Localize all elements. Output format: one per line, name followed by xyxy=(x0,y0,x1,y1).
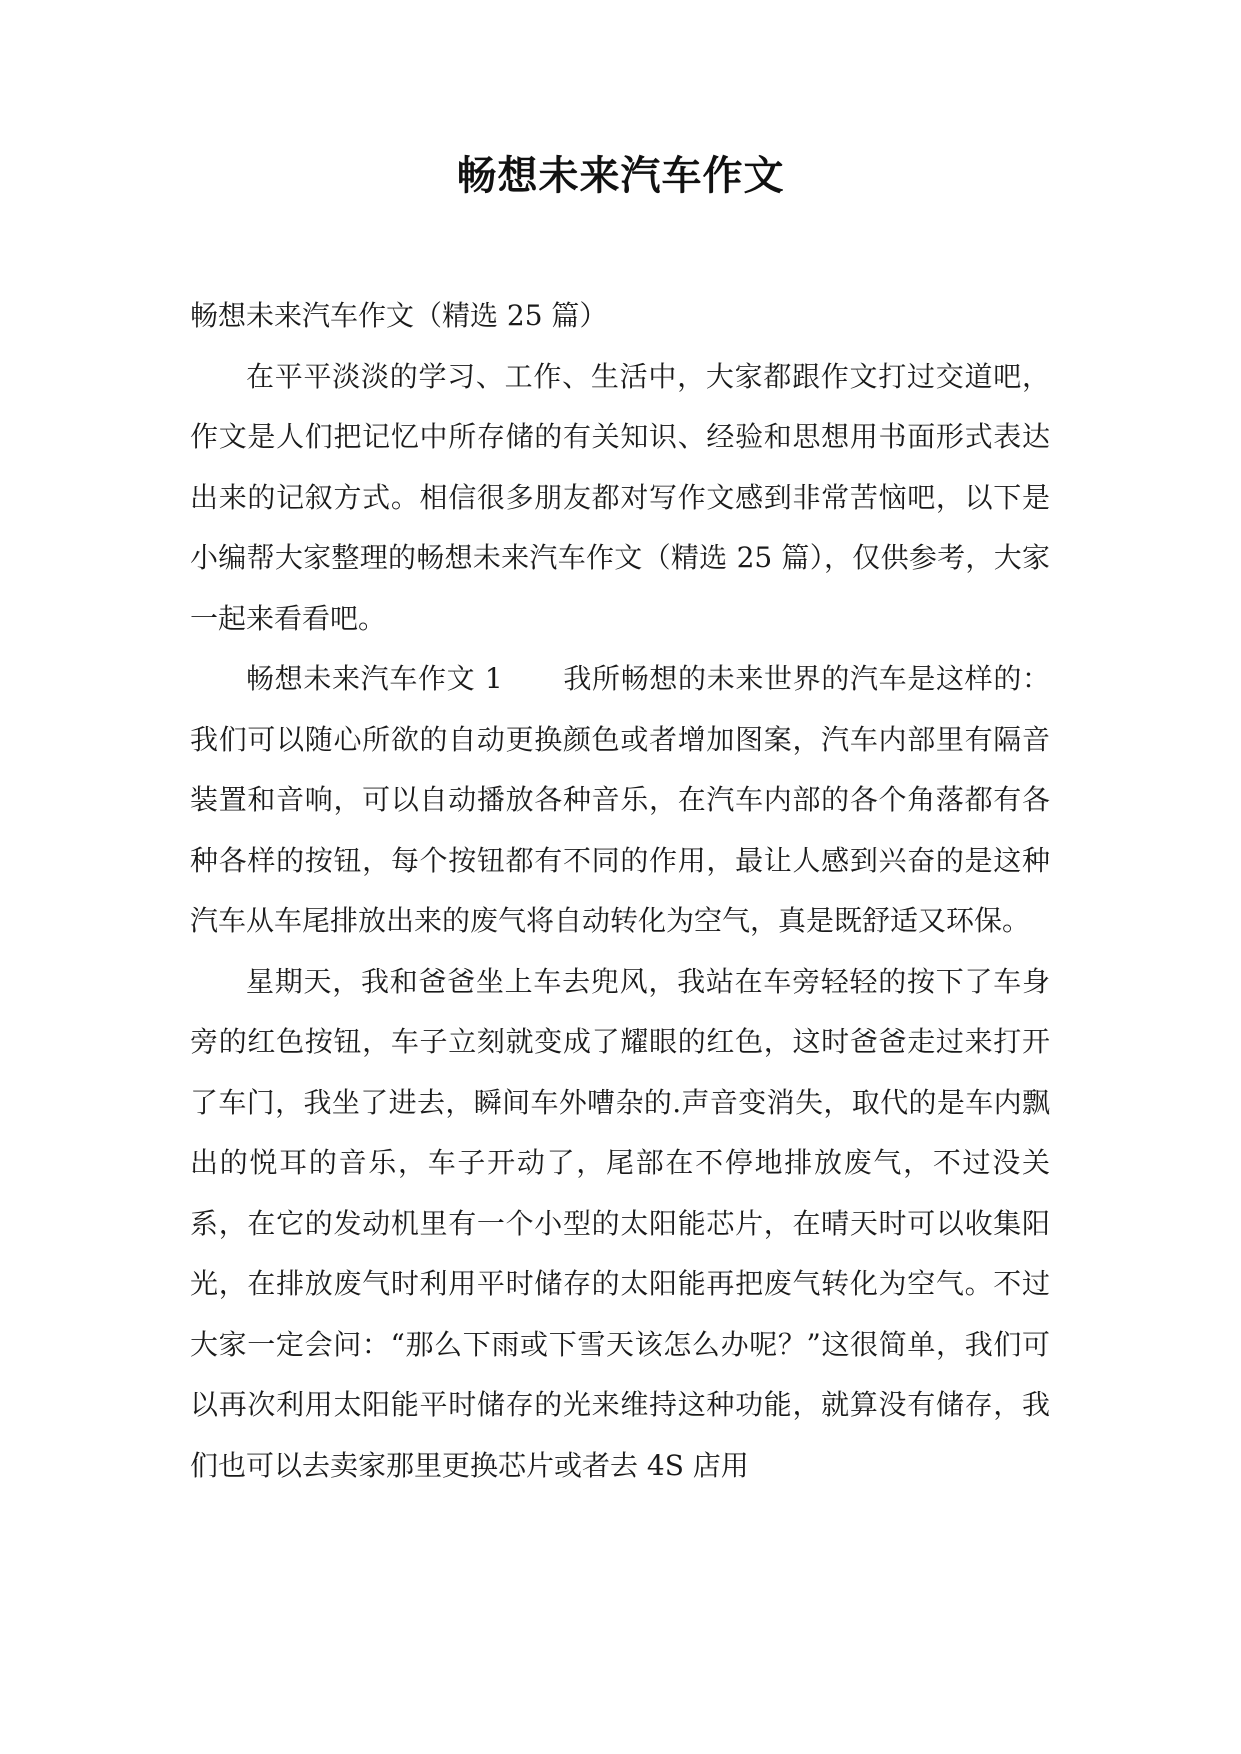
essay-1-paragraph-1-text: 我所畅想的未来世界的汽车是这样的：我们可以随心所欲的自动更换颜色或者增加图案，汽车内部里有隔音装置和音响，可以自动播放各种音乐，在汽车内部的各个角落都有各种各样的按钮，每个按钮都有不同的作用，最让人感到兴奋的是这种汽车从车尾排放出来的废气将自动转化为空气，真是既舒适又环保。 xyxy=(190,662,1050,937)
essay-1-heading: 畅想未来汽车作文 1 xyxy=(246,662,503,695)
intro-paragraph: 在平平淡淡的学习、工作、生活中，大家都跟作文打过交道吧，作文是人们把记忆中所存储的有关知识、经验和思想用书面形式表达出来的记叙方式。相信很多朋友都对写作文感到非常苦恼吧，以下是小编帮大家整理的畅想未来汽车作文（精选 25 篇），仅供参考，大家一起来看看吧。 xyxy=(190,359,1050,635)
essay-1-paragraph-1 xyxy=(190,649,1050,952)
document-subtitle: 畅想未来汽车作文（精选 25 篇） xyxy=(190,299,608,332)
essay-1-paragraph-2: 星期天，我和爸爸坐上车去兜风，我站在车旁轻轻的按下了车身旁的红色按钮，车子立刻就变成了耀眼的红色，这时爸爸走过来打开了车门，我坐了进去，瞬间车外嘈杂的.声音变消失，取代的是车内飘出的悦耳的音乐，车子开动了，尾部在不停地排放废气，不过没关系，在它的发动机里有一个小型的太阳能芯片，在晴天时可以收集阳光，在排放废气时利用平时储存的太阳能再把废气转化为空气。不过大家一定会问：“那么下雨或下雪天该怎么办呢？”这很简单，我们可以再次利用太阳能平时储存的光来维持这种功能，就算没有储存，我们也可以去卖家那里更换芯片或者去 4S 店用 xyxy=(190,964,1050,1482)
page-title: 畅想未来汽车作文 xyxy=(456,153,785,199)
document-body xyxy=(190,286,1050,1496)
